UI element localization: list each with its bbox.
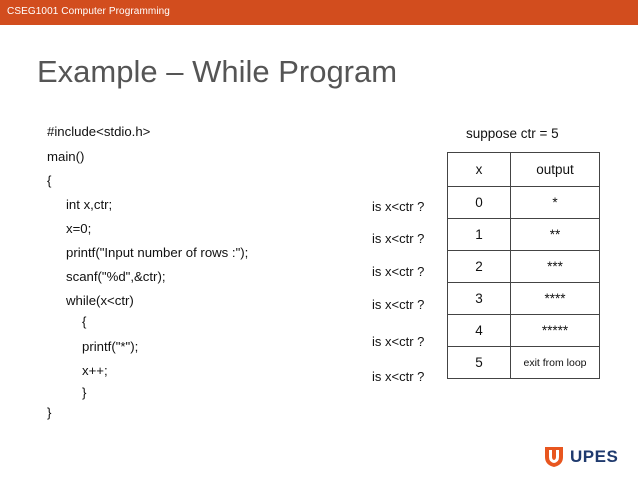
loop-condition-label: is x<ctr ? bbox=[372, 264, 425, 279]
loop-condition-label: is x<ctr ? bbox=[372, 231, 425, 246]
output-value: **** bbox=[511, 283, 600, 315]
slide-title: Example – While Program bbox=[37, 54, 398, 89]
table-row bbox=[448, 283, 600, 315]
code-line: { bbox=[82, 314, 87, 329]
output-value: exit from loop bbox=[511, 347, 600, 379]
code-line: x++; bbox=[82, 363, 108, 378]
x-value: 4 bbox=[448, 315, 511, 347]
loop-condition-label: is x<ctr ? bbox=[372, 297, 425, 312]
code-line: } bbox=[82, 385, 87, 400]
output-value: ***** bbox=[511, 315, 600, 347]
code-line: printf("*"); bbox=[82, 339, 139, 354]
code-line: while(x<ctr) bbox=[66, 293, 134, 308]
code-line: main() bbox=[47, 149, 85, 164]
x-value: 1 bbox=[448, 219, 511, 251]
table-row bbox=[448, 347, 600, 379]
trace-caption: suppose ctr = 5 bbox=[466, 126, 559, 141]
x-value: 0 bbox=[448, 187, 511, 219]
x-value: 3 bbox=[448, 283, 511, 315]
table-row bbox=[448, 251, 600, 283]
header-bar bbox=[0, 0, 638, 25]
x-value: 5 bbox=[448, 347, 511, 379]
x-value: 2 bbox=[448, 251, 511, 283]
column-header-output: output bbox=[511, 153, 600, 187]
code-line: { bbox=[47, 173, 52, 188]
course-title: CSEG1001 Computer Programming bbox=[7, 6, 170, 17]
loop-condition-label: is x<ctr ? bbox=[372, 199, 425, 214]
upes-logo bbox=[544, 446, 618, 468]
code-line: x=0; bbox=[66, 221, 92, 236]
loop-condition-label: is x<ctr ? bbox=[372, 334, 425, 349]
column-header-x: x bbox=[448, 153, 511, 187]
table-row bbox=[448, 187, 600, 219]
output-value: * bbox=[511, 187, 600, 219]
output-value: *** bbox=[511, 251, 600, 283]
code-line: #include<stdio.h> bbox=[47, 124, 151, 139]
logo-text: UPES bbox=[570, 447, 619, 466]
output-value: ** bbox=[511, 219, 600, 251]
code-line: scanf("%d",&ctr); bbox=[66, 269, 166, 284]
loop-condition-label: is x<ctr ? bbox=[372, 369, 425, 384]
trace-table bbox=[447, 152, 600, 379]
code-line: } bbox=[47, 405, 52, 420]
upes-shield-icon bbox=[544, 446, 564, 468]
table-header-row bbox=[448, 153, 600, 187]
code-line: int x,ctr; bbox=[66, 197, 113, 212]
code-line: printf("Input number of rows :"); bbox=[66, 245, 249, 260]
table-row bbox=[448, 315, 600, 347]
table-row bbox=[448, 219, 600, 251]
